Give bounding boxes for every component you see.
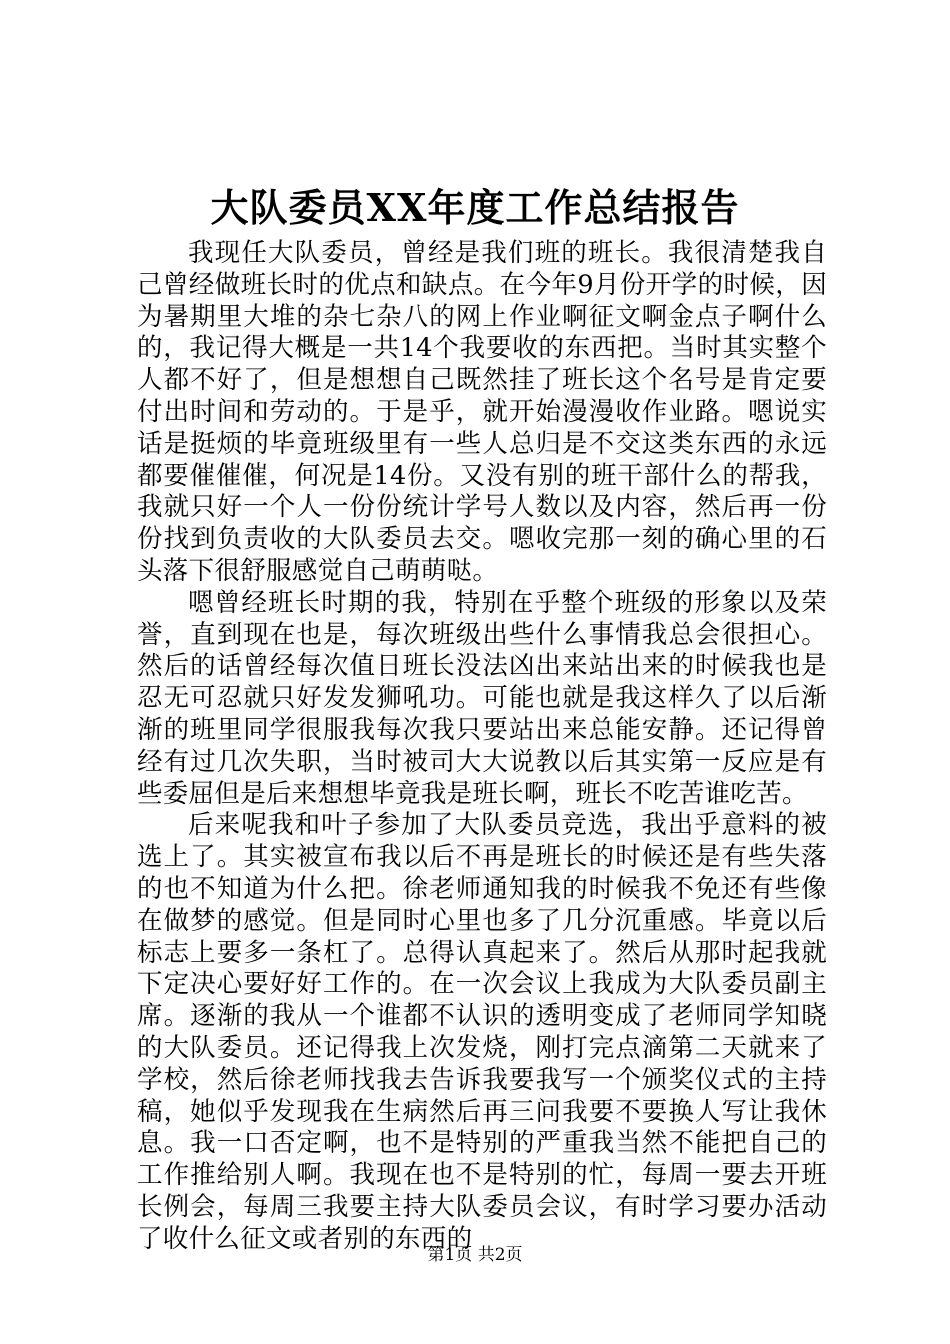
paragraph-1: 我现任大队委员，曾经是我们班的班长。我很清楚我自己曾经做班长时的优点和缺点。在今年9月份开学的时候，因为暑期里大堆的杂七杂八的网上作业啊征文啊金点子啊什么的，我记得大概是一共14个我要收的东西把。当时其实整个人都不好了，但是想想自己既然挂了班长这个名号是肯定要付出时间和劳动的。于是乎，就开始漫漫收作业路。嗯说实话是挺烦的毕竟班级里有一些人总归是不交这类东西的永远都要催催催，何况是14份。又没有别的班干部什么的帮我，我就只好一个人一份份统计学号人数以及内容，然后再一份份找到负责收的大队委员去交。嗯收完那一刻的确心里的石头落下很舒服感觉自己萌萌哒。 (137, 238, 827, 586)
document-body (137, 238, 827, 1256)
page-number-footer: 第1页 共2页 (427, 1245, 523, 1265)
paragraph-2: 嗯曾经班长时期的我，特别在乎整个班级的形象以及荣誉，直到现在也是，每次班级出些什么事情我总会很担心。然后的话曾经每次值日班长没法凶出来站出来的时候我也是忍无可忍就只好发发狮吼功。可能也就是我这样久了以后渐渐的班里同学很服我每次我只要站出来总能安静。还记得曾经有过几次失职，当时被司大大说教以后其实第一反应是有些委屈但是后来想想毕竟我是班长啊，班长不吃苦谁吃苦。 (137, 587, 827, 809)
paragraph-3: 后来呢我和叶子参加了大队委员竞选，我出乎意料的被选上了。其实被宣布我以后不再是班长的时候还是有些失落的也不知道为什么把。徐老师通知我的时候我不免还有些像在做梦的感觉。但是同时心里也多了几分沉重感。毕竟以后标志上要多一条杠了。总得认真起来了。然后从那时起我就下定决心要好好工作的。在一次会议上我成为大队委员副主席。逐渐的我从一个谁都不认识的透明变成了老师同学知晓的大队委员。还记得我上次发烧，刚打完点滴第二天就来了学校，然后徐老师找我去告诉我要我写一个颁奖仪式的主持稿，她似乎发现我在生病然后再三问我要不要换人写让我休息。我一口否定啊，也不是特别的严重我当然不能把自己的工作推给别人啊。我现在也不是特别的忙，每周一要去开班长例会，每周三我要主持大队委员会议，有时学习要办活动了收什么征文或者别的东西的 (137, 810, 827, 1254)
document-title: 大队委员XX年度工作总结报告 (210, 185, 740, 230)
